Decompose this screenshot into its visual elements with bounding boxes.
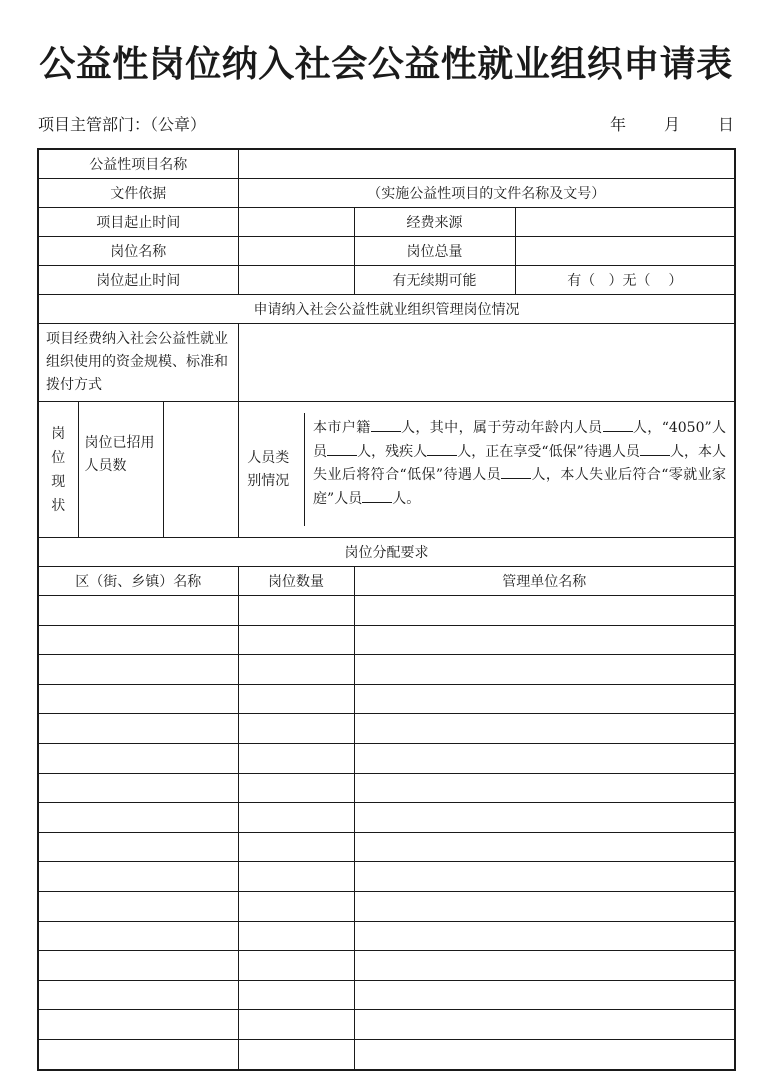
post-count-cell[interactable] (238, 862, 354, 892)
post-count-cell[interactable] (238, 891, 354, 921)
blank-disabled-count[interactable] (427, 441, 457, 456)
allocation-row (38, 743, 735, 773)
post-period-field[interactable] (238, 266, 354, 295)
post-count-cell[interactable] (238, 1010, 354, 1040)
post-count-cell[interactable] (238, 743, 354, 773)
alloc-section-heading: 岗位分配要求 (38, 538, 735, 567)
day-label: 日 (717, 115, 734, 134)
post-count-cell[interactable] (238, 655, 354, 685)
post-count-cell[interactable] (238, 625, 354, 655)
project-name-label: 公益性项目名称 (38, 149, 238, 179)
mgmt-unit-cell[interactable] (354, 684, 735, 714)
persons-text-6: 人，正在享受“低保”待遇人员 (457, 443, 640, 460)
mgmt-unit-cell[interactable] (354, 743, 735, 773)
blank-4050-count[interactable] (327, 441, 357, 456)
hired-count-label: 岗位已招用人员数 (78, 402, 163, 538)
allocation-row (38, 951, 735, 981)
renewal-no-option[interactable]: ）无（ (608, 273, 651, 289)
allocation-row (38, 625, 735, 655)
district-cell[interactable] (38, 921, 238, 951)
blank-future-dibao-count[interactable] (501, 464, 531, 479)
allocation-row (38, 862, 735, 892)
post-count-cell[interactable] (238, 951, 354, 981)
post-status-label (38, 402, 78, 538)
person-type-cell (238, 402, 735, 538)
post-count-cell[interactable] (238, 803, 354, 833)
district-cell[interactable] (38, 625, 238, 655)
mgmt-unit-cell[interactable] (354, 596, 735, 626)
blank-local-count[interactable] (371, 417, 401, 432)
post-count-cell[interactable] (238, 832, 354, 862)
district-cell[interactable] (38, 803, 238, 833)
allocation-row (38, 832, 735, 862)
persons-text-4: “4050”人员 (313, 420, 727, 460)
dept-seal-label: 项目主管部门：（公章） (38, 115, 207, 134)
post-total-label: 岗位总量 (354, 237, 515, 266)
person-type-text: 人员类别情况 (247, 449, 290, 489)
funding-scale-label: 项目经费纳入社会公益性就业组织使用的资金规模、标准和拨付方式 (38, 324, 238, 402)
allocation-row (38, 655, 735, 685)
mgmt-section-heading: 申请纳入社会公益性就业组织管理岗位情况 (38, 295, 735, 324)
application-form-table (37, 148, 736, 1071)
post-count-cell[interactable] (238, 596, 354, 626)
person-type-inner (239, 413, 735, 526)
renewal-label: 有无续期可能 (354, 266, 515, 295)
persons-text-3: 人， (632, 420, 662, 436)
renewal-close: ） (668, 273, 683, 289)
doc-basis-field[interactable]: （实施公益性项目的文件名称及文号） (238, 179, 735, 208)
persons-text-9: 人。 (392, 490, 421, 507)
post-name-label: 岗位名称 (38, 237, 238, 266)
persons-text-5: 人，残疾人 (357, 443, 428, 460)
mgmt-unit-cell[interactable] (354, 1039, 735, 1069)
blank-zero-employment-count[interactable] (362, 488, 392, 503)
allocation-row (38, 891, 735, 921)
persons-text-8: 人，本人失业后符合“零就业家庭”人员 (313, 467, 727, 507)
renewal-yes-option[interactable]: 有（ (567, 273, 596, 289)
post-count-cell[interactable] (238, 1039, 354, 1069)
allocation-row (38, 684, 735, 714)
mgmt-unit-cell[interactable] (354, 891, 735, 921)
persons-text-2: 人，其中，属于劳动年龄内人员 (400, 420, 603, 436)
blank-dibao-count[interactable] (640, 441, 670, 456)
district-cell[interactable] (38, 655, 238, 685)
col-district-header: 区（街、乡镇）名称 (38, 567, 238, 596)
funding-source-field[interactable] (515, 208, 735, 237)
person-type-label (239, 413, 305, 526)
persons-text-7: 人，本人失业后将符合“低保”待遇人员 (313, 443, 727, 483)
allocation-row (38, 1010, 735, 1040)
year-label: 年 (609, 115, 626, 134)
mgmt-unit-cell[interactable] (354, 832, 735, 862)
month-label: 月 (663, 115, 680, 134)
district-cell[interactable] (38, 891, 238, 921)
post-total-field[interactable] (515, 237, 735, 266)
allocation-row (38, 773, 735, 803)
mgmt-unit-cell[interactable] (354, 773, 735, 803)
mgmt-unit-cell[interactable] (354, 803, 735, 833)
project-period-field[interactable] (238, 208, 354, 237)
project-name-field[interactable] (238, 149, 735, 179)
mgmt-unit-cell[interactable] (354, 980, 735, 1010)
renewal-options[interactable] (515, 266, 735, 295)
allocation-row (38, 980, 735, 1010)
project-period-label: 项目起止时间 (38, 208, 238, 237)
post-count-cell[interactable] (238, 980, 354, 1010)
col-post-count-header: 岗位数量 (238, 567, 354, 596)
district-cell[interactable] (38, 714, 238, 744)
district-cell[interactable] (38, 684, 238, 714)
mgmt-unit-cell[interactable] (354, 714, 735, 744)
district-cell[interactable] (38, 773, 238, 803)
post-count-cell[interactable] (238, 714, 354, 744)
allocation-row (38, 803, 735, 833)
funding-source-label: 经费来源 (354, 208, 515, 237)
post-count-cell[interactable] (238, 773, 354, 803)
form-title: 公益性岗位纳入社会公益性就业组织申请表 (39, 44, 733, 85)
persons-text-1: 本市户籍 (313, 420, 371, 436)
blank-working-age-count[interactable] (603, 417, 633, 432)
district-cell[interactable] (38, 1010, 238, 1040)
funding-scale-field[interactable] (238, 324, 735, 402)
district-cell[interactable] (38, 862, 238, 892)
post-status-text: 岗位现状 (51, 425, 66, 514)
mgmt-unit-cell[interactable] (354, 862, 735, 892)
allocation-row (38, 1039, 735, 1069)
mgmt-unit-cell[interactable] (354, 625, 735, 655)
district-cell[interactable] (38, 596, 238, 626)
mgmt-unit-cell[interactable] (354, 921, 735, 951)
person-type-details[interactable] (305, 413, 735, 526)
hired-count-field[interactable] (163, 402, 238, 538)
mgmt-unit-cell[interactable] (354, 655, 735, 685)
post-name-field[interactable] (238, 237, 354, 266)
doc-basis-label: 文件依据 (38, 179, 238, 208)
post-period-label: 岗位起止时间 (38, 266, 238, 295)
allocation-row (38, 714, 735, 744)
district-cell[interactable] (38, 743, 238, 773)
allocation-row (38, 596, 735, 626)
district-cell[interactable] (38, 980, 238, 1010)
district-cell[interactable] (38, 1039, 238, 1069)
district-cell[interactable] (38, 832, 238, 862)
allocation-row (38, 921, 735, 951)
mgmt-unit-cell[interactable] (354, 951, 735, 981)
post-count-cell[interactable] (238, 684, 354, 714)
district-cell[interactable] (38, 951, 238, 981)
post-count-cell[interactable] (238, 921, 354, 951)
col-mgmt-unit-header: 管理单位名称 (354, 567, 735, 596)
date-field[interactable] (572, 112, 734, 135)
mgmt-unit-cell[interactable] (354, 1010, 735, 1040)
allocation-rows (38, 596, 735, 1070)
